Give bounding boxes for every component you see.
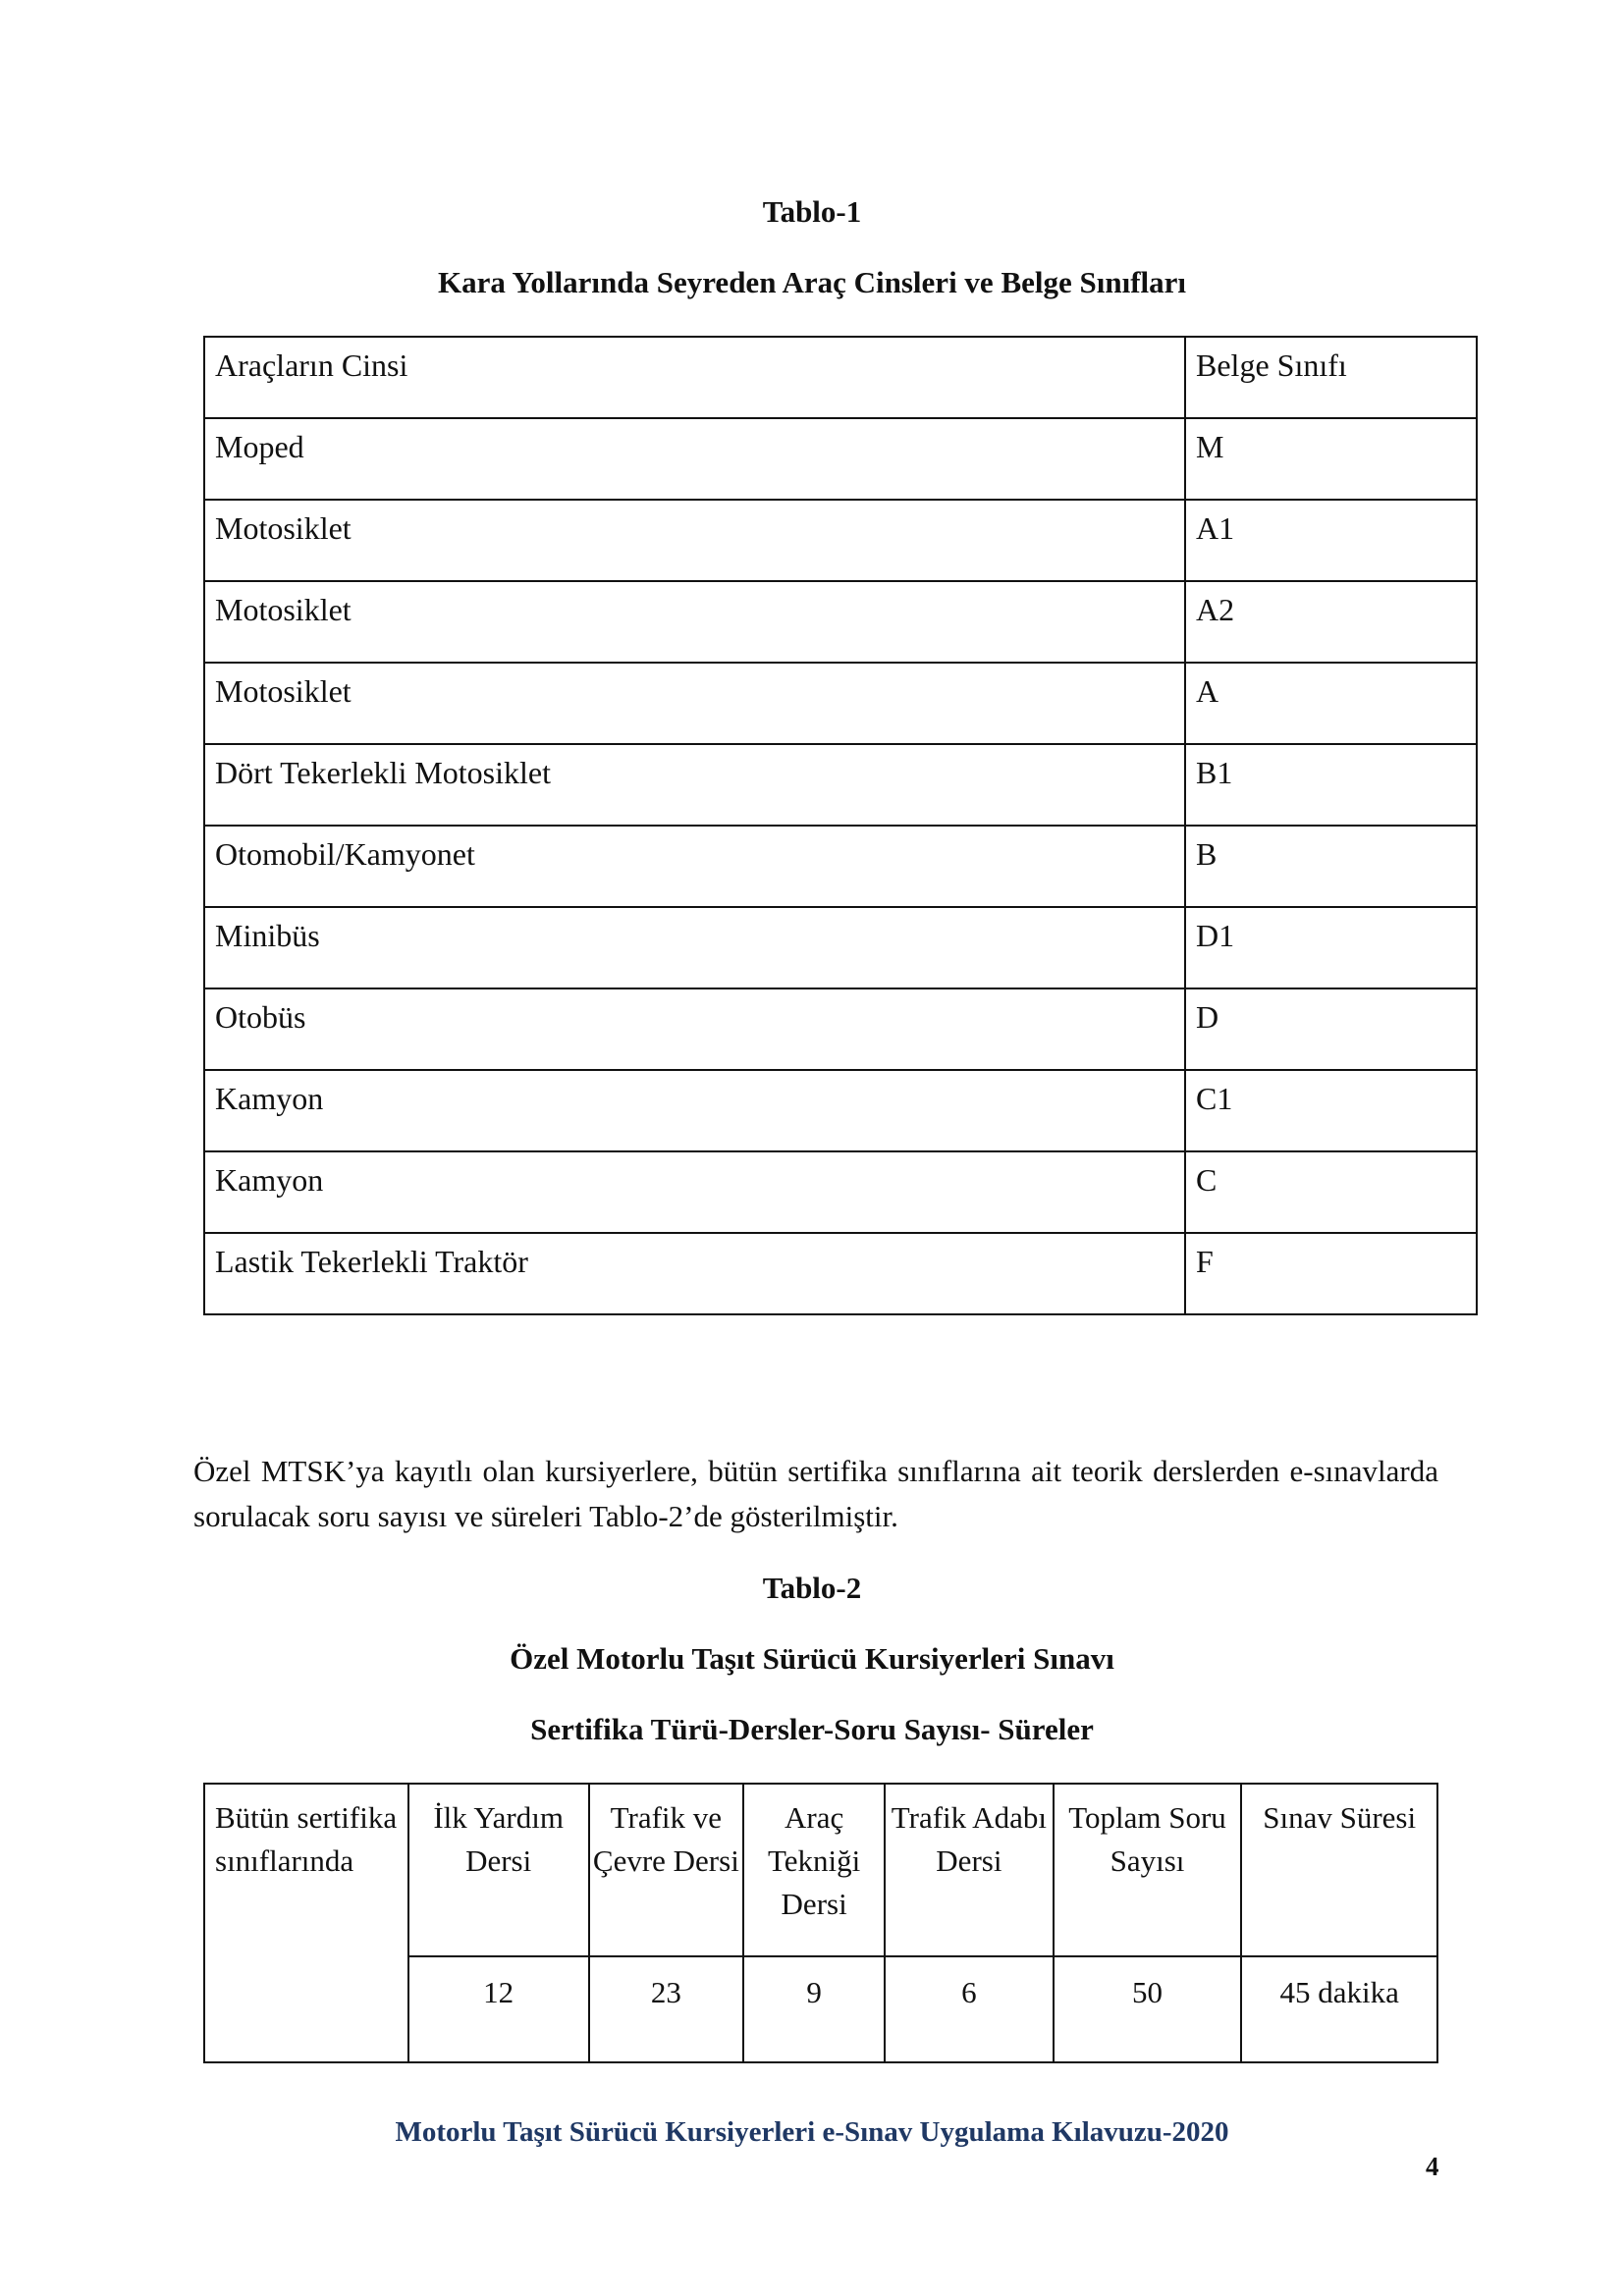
- vehicle-cell: Otomobil/Kamyonet: [204, 826, 1185, 907]
- body-paragraph: Özel MTSK’ya kayıtlı olan kursiyerlere, bütün sertifika sınıflarına ait teorik derslerden e-sınavlarda sorulacak soru sayısı ve süreleri Tablo-2’de gösterilmiştir.: [193, 1454, 1438, 1533]
- vehicle-cell: Dört Tekerlekli Motosiklet: [204, 744, 1185, 826]
- class-cell: F: [1185, 1233, 1477, 1314]
- class-cell: A1: [1185, 500, 1477, 581]
- table1-label: Tablo-1: [762, 194, 862, 229]
- header-class: Belge Sınıfı: [1185, 337, 1477, 418]
- vehicle-cell: Kamyon: [204, 1151, 1185, 1233]
- header-traffic-environment: Trafik ve Çevre Dersi: [589, 1784, 744, 1956]
- value-traffic-manners: 6: [885, 1956, 1054, 2062]
- table-row: [204, 581, 1477, 663]
- class-cell: B: [1185, 826, 1477, 907]
- header-exam-duration: Sınav Süresi: [1241, 1784, 1437, 1956]
- table-row: [204, 907, 1477, 988]
- table-row: [204, 988, 1477, 1070]
- class-cell: C1: [1185, 1070, 1477, 1151]
- table-row: [204, 744, 1477, 826]
- table-row: [204, 826, 1477, 907]
- class-cell: M: [1185, 418, 1477, 500]
- class-cell: D: [1185, 988, 1477, 1070]
- table-row: [204, 663, 1477, 744]
- class-cell: D1: [1185, 907, 1477, 988]
- vehicle-cell: Motosiklet: [204, 500, 1185, 581]
- value-total-questions: 50: [1054, 1956, 1242, 2062]
- header-traffic-manners: Trafik Adabı Dersi: [885, 1784, 1054, 1956]
- table-row: [204, 1070, 1477, 1151]
- header-vehicle: Araçların Cinsi: [204, 337, 1185, 418]
- header-first-aid: İlk Yardım Dersi: [408, 1784, 589, 1956]
- exam-header-row: [204, 1784, 1437, 1956]
- table-row: [204, 1233, 1477, 1314]
- header-vehicle-technique: Araç Tekniği Dersi: [743, 1784, 885, 1956]
- table2-subtitle: Sertifika Türü-Dersler-Soru Sayısı- Süreler: [530, 1712, 1094, 1746]
- table-row: [204, 1151, 1477, 1233]
- vehicle-cell: Kamyon: [204, 1070, 1185, 1151]
- row-header: Bütün sertifika sınıflarında: [204, 1784, 408, 2062]
- page-footer: Motorlu Taşıt Sürücü Kursiyerleri e-Sınav Uygulama Kılavuzu-2020: [395, 2116, 1229, 2148]
- table-row: [204, 500, 1477, 581]
- value-vehicle-technique: 9: [743, 1956, 885, 2062]
- table-row: [204, 418, 1477, 500]
- vehicle-cell: Minibüs: [204, 907, 1185, 988]
- header-total-questions: Toplam Soru Sayısı: [1054, 1784, 1242, 1956]
- table-header-row: [204, 337, 1477, 418]
- table2-label: Tablo-2: [762, 1571, 862, 1605]
- value-exam-duration: 45 dakika: [1241, 1956, 1437, 2062]
- class-cell: C: [1185, 1151, 1477, 1233]
- vehicle-cell: Otobüs: [204, 988, 1185, 1070]
- page-number: 4: [1426, 2152, 1439, 2181]
- table2-title: Özel Motorlu Taşıt Sürücü Kursiyerleri Sınavı: [510, 1641, 1114, 1676]
- class-cell: A: [1185, 663, 1477, 744]
- value-first-aid: 12: [408, 1956, 589, 2062]
- vehicle-cell: Motosiklet: [204, 581, 1185, 663]
- exam-table: [203, 1783, 1438, 2063]
- class-cell: A2: [1185, 581, 1477, 663]
- value-traffic-environment: 23: [589, 1956, 744, 2062]
- table1-title: Kara Yollarında Seyreden Araç Cinsleri ve Belge Sınıfları: [437, 265, 1187, 299]
- vehicle-cell: Moped: [204, 418, 1185, 500]
- vehicle-class-table: [203, 336, 1478, 1315]
- vehicle-cell: Lastik Tekerlekli Traktör: [204, 1233, 1185, 1314]
- class-cell: B1: [1185, 744, 1477, 826]
- vehicle-cell: Motosiklet: [204, 663, 1185, 744]
